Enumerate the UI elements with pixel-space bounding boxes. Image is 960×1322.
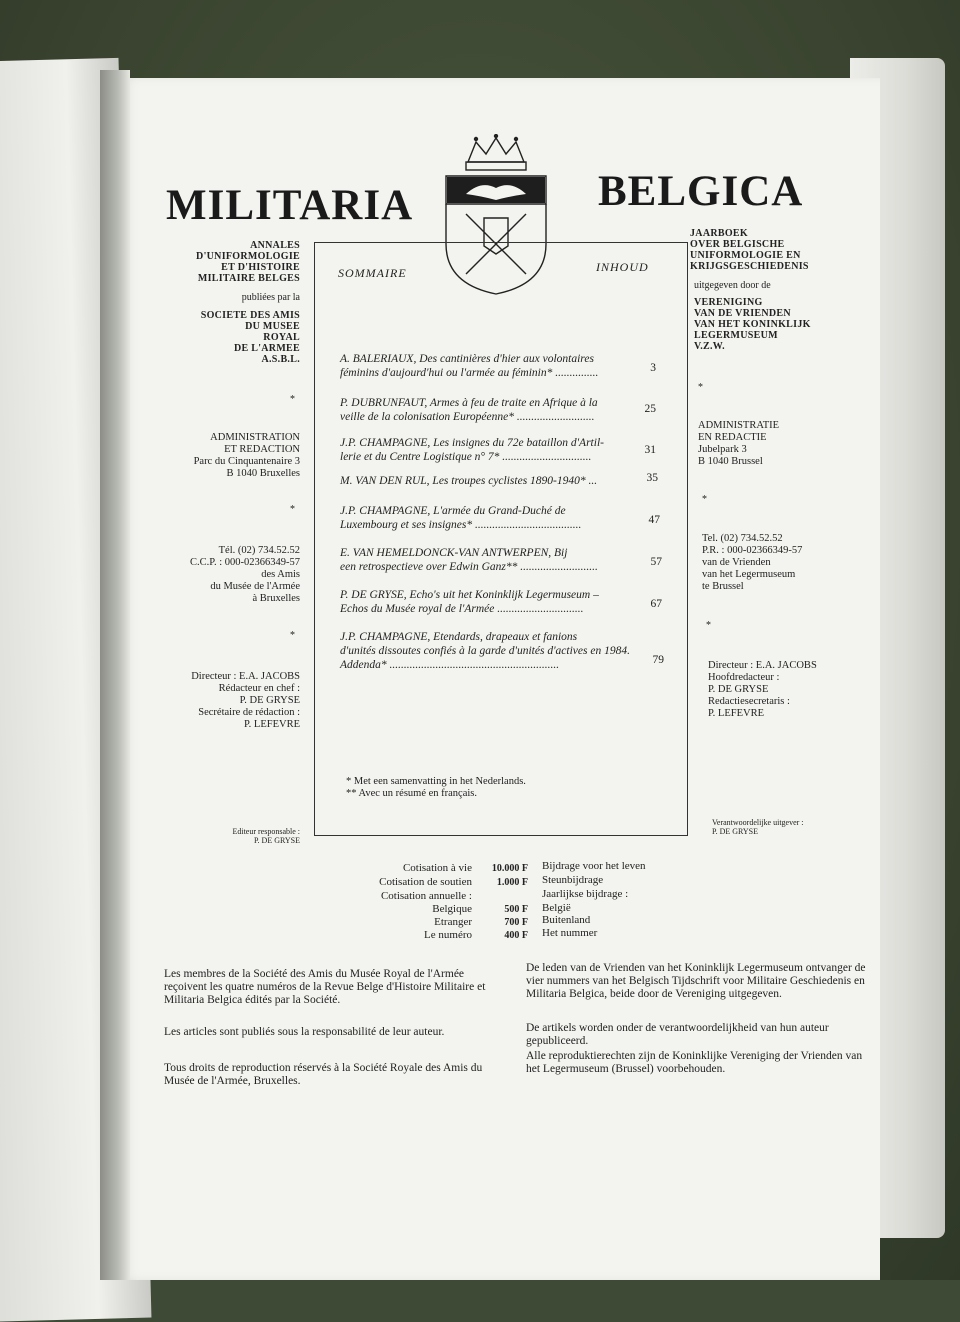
price-label-fr: Cotisation annuelle : (380, 890, 472, 902)
price-label-nl: Het nummer (542, 927, 598, 939)
price-label-nl: Jaarlijkse bijdrage : (542, 888, 629, 900)
title-belgica: BELGICA (598, 168, 804, 215)
footer-fr-paragraph-1: Les membres de la Société des Amis du Musée Royal de l'Armée reçoivent les quatre numéros de la Revue Belge d'Histoire Militaire et Militaria Belgica édités par la Société. (164, 968, 486, 1006)
price-label-fr: Le numéro (424, 929, 472, 941)
left-editeur: Editeur responsable : P. DE GRYSE (232, 827, 300, 845)
footer-nl-paragraph-3: Alle reproduktierechten zijn de Koninklijke Vereniging der Vrienden van het Legermuseum (Brussel) voorbehouden. (526, 1050, 863, 1075)
price-label-nl: België (542, 902, 571, 914)
book-gutter (100, 70, 130, 1280)
price-value: 400 F (504, 930, 528, 941)
left-staff: Directeur : E.A. JACOBS Rédacteur en chef : P. DE GRYSE Secrétaire de rédaction : P. LEFEVRE (191, 671, 300, 730)
right-vereniging: VERENIGING VAN DE VRIENDEN VAN HET KONINKLIJK LEGERMUSEUM V.Z.W. (694, 297, 811, 352)
footer-fr-paragraph-3: Tous droits de reproduction réservés à la Société Royale des Amis du Musée de l'Armée, Bruxelles. (164, 1062, 483, 1087)
price-value: 10.000 F (491, 863, 528, 874)
toc-page-number: 25 (644, 403, 656, 415)
right-staff: Directeur : E.A. JACOBS Hoofdredacteur : P. DE GRYSE Redactiesecretaris : P. LEFEVRE (708, 660, 817, 719)
price-label-fr: Cotisation de soutien (379, 876, 472, 888)
toc-entry: M. VAN DEN RUL, Les troupes cyclistes 1890-1940* ... (340, 475, 598, 487)
left-separator-2: * (290, 504, 295, 515)
toc-entry: J.P. CHAMPAGNE, Les insignes du 72e bataillon d'Artil- lerie et du Centre Logistique n° 7* ............................... (340, 437, 604, 463)
left-societe: SOCIETE DES AMIS DU MUSEE ROYAL DE L'ARMEE A.S.B.L. (200, 310, 300, 365)
toc-entry: P. DE GRYSE, Echo's uit het Koninklijk Legermuseum – Echos du Musée royal de l'Armée .............................. (340, 589, 599, 615)
footer-nl-paragraph-1: De leden van de Vrienden van het Koninklijk Legermuseum ontvanger de vier nummers van het Belgisch Tijdschrift voor Militaire Geschiedenis en Militaria Belgica, beide door de Vereniging uitgegeven. (526, 962, 866, 1000)
right-separator-3: * (706, 620, 711, 631)
price-label-fr: Cotisation à vie (402, 862, 472, 874)
left-contact: Tél. (02) 734.52.52 C.C.P. : 000-02366349-57 des Amis du Musée de l'Armée à Bruxelles (190, 545, 300, 604)
footer-nl-paragraph-2: De artikels worden onder de verantwoordelijkheid van hun auteur gepubliceerd. (526, 1022, 829, 1047)
right-uitgever: Verantwoordelijke uitgever : P. DE GRYSE (712, 818, 804, 836)
toc-footnotes: * Met een samenvatting in het Nederlands. ** Avec un résumé en français. (346, 776, 526, 799)
price-label-nl: Bijdrage voor het leven (542, 860, 646, 872)
toc-entry: A. BALERIAUX, Des cantinières d'hier aux volontaires féminins d'aujourd'hui ou l'armée au féminin* ............... (340, 353, 599, 379)
left-publiees: publiées par la (241, 292, 300, 303)
toc-sommaire: SOMMAIRE (338, 266, 407, 280)
toc-page-number: 31 (644, 444, 656, 456)
price-label-fr: Etranger (434, 916, 472, 928)
toc-page-number: 35 (646, 472, 658, 484)
toc-entry: E. VAN HEMELDONCK-VAN ANTWERPEN, Bij een retrospectieve over Edwin Ganz** ........................... (340, 547, 598, 573)
title-militaria: MILITARIA (166, 182, 414, 229)
left-separator-3: * (290, 630, 295, 641)
toc-page-number: 79 (652, 654, 664, 666)
toc-page-number: 3 (650, 362, 656, 374)
price-label-fr: Belgique (432, 903, 472, 915)
right-uitgegeven: uitgegeven door de (694, 280, 771, 291)
footer-fr-paragraph-2: Les articles sont publiés sous la responsabilité de leur auteur. (164, 1026, 445, 1038)
right-separator-2: * (702, 494, 707, 505)
left-separator-1: * (290, 394, 295, 405)
price-label-nl: Steunbijdrage (542, 874, 604, 886)
right-separator-1: * (698, 382, 703, 393)
price-value: 1.000 F (496, 877, 528, 888)
right-jaarboek: JAARBOEK OVER BELGISCHE UNIFORMOLOGIE EN KRIJGSGESCHIEDENIS (690, 228, 809, 272)
price-label-nl: Buitenland (542, 914, 591, 926)
toc-page-number: 47 (648, 514, 660, 526)
left-annales: ANNALES D'UNIFORMOLOGIE ET D'HISTOIRE MILITAIRE BELGES (196, 240, 300, 284)
toc-entry: P. DUBRUNFAUT, Armes à feu de traite en Afrique à la veille de la colonisation Européenne* ........................... (340, 397, 598, 423)
toc-inhoud: INHOUD (596, 260, 649, 274)
toc-entry: J.P. CHAMPAGNE, L'armée du Grand-Duché de Luxembourg et ses insignes* ..................................... (340, 505, 582, 531)
toc-page-number: 67 (650, 598, 662, 610)
toc-entry: J.P. CHAMPAGNE, Etendards, drapeaux et fanions d'unités dissoutes confiés à la garde d'unités d'actives en 1984. Addenda* ........................................................... (340, 631, 630, 671)
right-contact: Tel. (02) 734.52.52 P.R. : 000-02366349-57 van de Vrienden van het Legermuseum te Brussel (702, 533, 803, 592)
toc-page-number: 57 (650, 556, 662, 568)
toc-box (314, 242, 688, 836)
left-admin: ADMINISTRATION ET REDACTION Parc du Cinquantenaire 3 B 1040 Bruxelles (193, 432, 300, 479)
price-value: 500 F (504, 904, 528, 915)
right-admin: ADMINISTRATIE EN REDACTIE Jubelpark 3 B 1040 Brussel (698, 420, 780, 467)
price-value: 700 F (504, 917, 528, 928)
